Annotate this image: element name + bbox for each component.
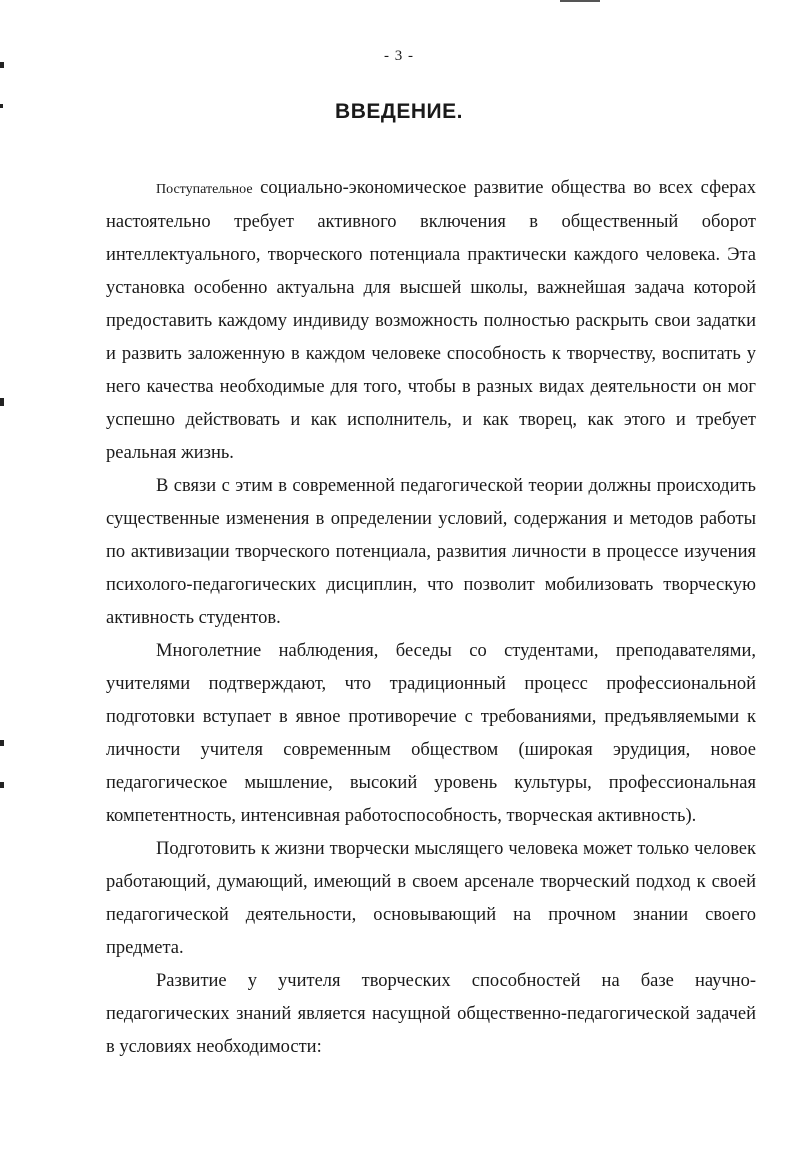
scan-edge-mark <box>560 0 600 2</box>
paragraph: Развитие у учителя творческих способностей на базе научно-педагогических знаний является насущной общественно-педагогической задачей в условиях необходимости: <box>106 971 756 1057</box>
scan-edge-mark <box>0 782 4 788</box>
paragraph: Многолетние наблюдения, беседы со студентами, преподавателями, учителями подтверждают, что традиционный процесс профессиональной подготовки вступает в явное противоречие с требованиями, предъявляемыми к личности учителя современным обществом (широкая эрудиция, новое педагогическое мышление, высокий уровень культуры, профессиональная компетентность, интенсивная работоспособность, творческая активность). <box>106 641 756 826</box>
paragraph-lead-word: Поступательное <box>156 182 253 197</box>
body-text <box>106 172 756 1064</box>
page-number: - 3 - <box>384 48 414 64</box>
paragraph: Подготовить к жизни творчески мыслящего человека может только человек работающий, думающий, имеющий в своем арсенале творческий подход к своей педагогической деятельности, основывающий на прочном знании своего предмета. <box>106 839 756 958</box>
paragraph-text: социально-экономическое развитие общества во всех сферах настоятельно требует активного включения в общественный оборот интеллектуального, творческого потенциала практически каждого человека. Эта установка особенно актуальна для высшей школы, важнейшая задача которой предоставить каждому индивиду возможность полностью раскрыть свои задатки и развить заложенную в каждом человеке способность к творчеству, воспитать у него качества необходимые для того, чтобы в разных видах деятельности он мог успешно действовать и как исполнитель, и как творец, как этого и требует реальная жизнь. <box>106 178 756 463</box>
page-title: ВВЕДЕНИЕ. <box>335 100 463 123</box>
scan-edge-mark <box>0 740 4 746</box>
scan-edge-mark <box>0 398 4 406</box>
paragraph: В связи с этим в современной педагогической теории должны происходить существенные изменения в определении условий, содержания и методов работы по активизации творческого потенциала, развития личности в процессе изучения психолого-педагогических дисциплин, что позволит мобилизовать творческую активность студентов. <box>106 476 756 628</box>
paragraph <box>106 172 756 470</box>
